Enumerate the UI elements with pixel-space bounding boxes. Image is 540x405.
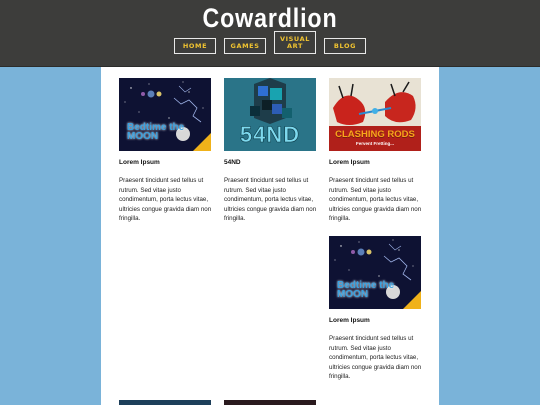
post-thumbnail-bedtime[interactable] <box>329 236 421 309</box>
post-description: Praesent tincidunt sed tellus ut rutrum. Sed vitae justo condimentum, porta lectus vitae, ultricies congue gravida diam non fringilla. <box>329 335 422 380</box>
post-thumbnail-bedtime[interactable] <box>119 78 211 151</box>
nav-visual-art-button[interactable]: VISUAL ART <box>274 31 316 54</box>
post-title[interactable]: 54ND <box>224 159 241 166</box>
corner-ribbon <box>403 291 421 309</box>
clashing-rods-logo: CLASHING RODS <box>335 129 415 140</box>
bedtime-logo: Bedtime the MOON <box>337 280 395 300</box>
post-card[interactable] <box>329 236 421 382</box>
nav-home-button[interactable]: HOME <box>174 38 216 54</box>
content-panel <box>101 67 439 405</box>
post-card[interactable] <box>224 78 316 224</box>
post-description: Praesent tincidunt sed tellus ut rutrum. Sed vitae justo condimentum, porta lectus vitae, ultricies congue gravida diam non fringilla. <box>329 177 422 222</box>
post-card[interactable] <box>119 78 211 224</box>
post-description: Praesent tincidunt sed tellus ut rutrum. Sed vitae justo condimentum, porta lectus vitae, ultricies congue gravida diam non fringilla. <box>119 177 212 222</box>
bedtime-logo: Bedtime the MOON <box>127 122 185 142</box>
54nd-logo: 54ND <box>239 122 301 147</box>
post-title[interactable]: Lorem Ipsum <box>329 159 370 166</box>
post-thumbnail-clashing-rods[interactable] <box>329 78 421 151</box>
post-thumbnail-partial[interactable] <box>119 400 211 405</box>
nav-blog-button[interactable]: BLOG <box>324 38 366 54</box>
site-header <box>0 0 540 67</box>
clashing-rods-tagline: Fervent Fretting... <box>355 141 394 146</box>
corner-ribbon <box>193 133 211 151</box>
post-card[interactable] <box>329 78 421 224</box>
post-title[interactable]: Lorem Ipsum <box>119 159 160 166</box>
nav-games-button[interactable]: GAMES <box>224 38 266 54</box>
post-description: Praesent tincidunt sed tellus ut rutrum. Sed vitae justo condimentum, porta lectus vitae, ultricies congue gravida diam non fringilla. <box>224 177 317 222</box>
post-title[interactable]: Lorem Ipsum <box>329 317 370 324</box>
site-title[interactable]: Cowardlion <box>202 3 338 33</box>
post-thumbnail-54nd[interactable] <box>224 78 316 151</box>
post-thumbnail-partial[interactable] <box>224 400 316 405</box>
